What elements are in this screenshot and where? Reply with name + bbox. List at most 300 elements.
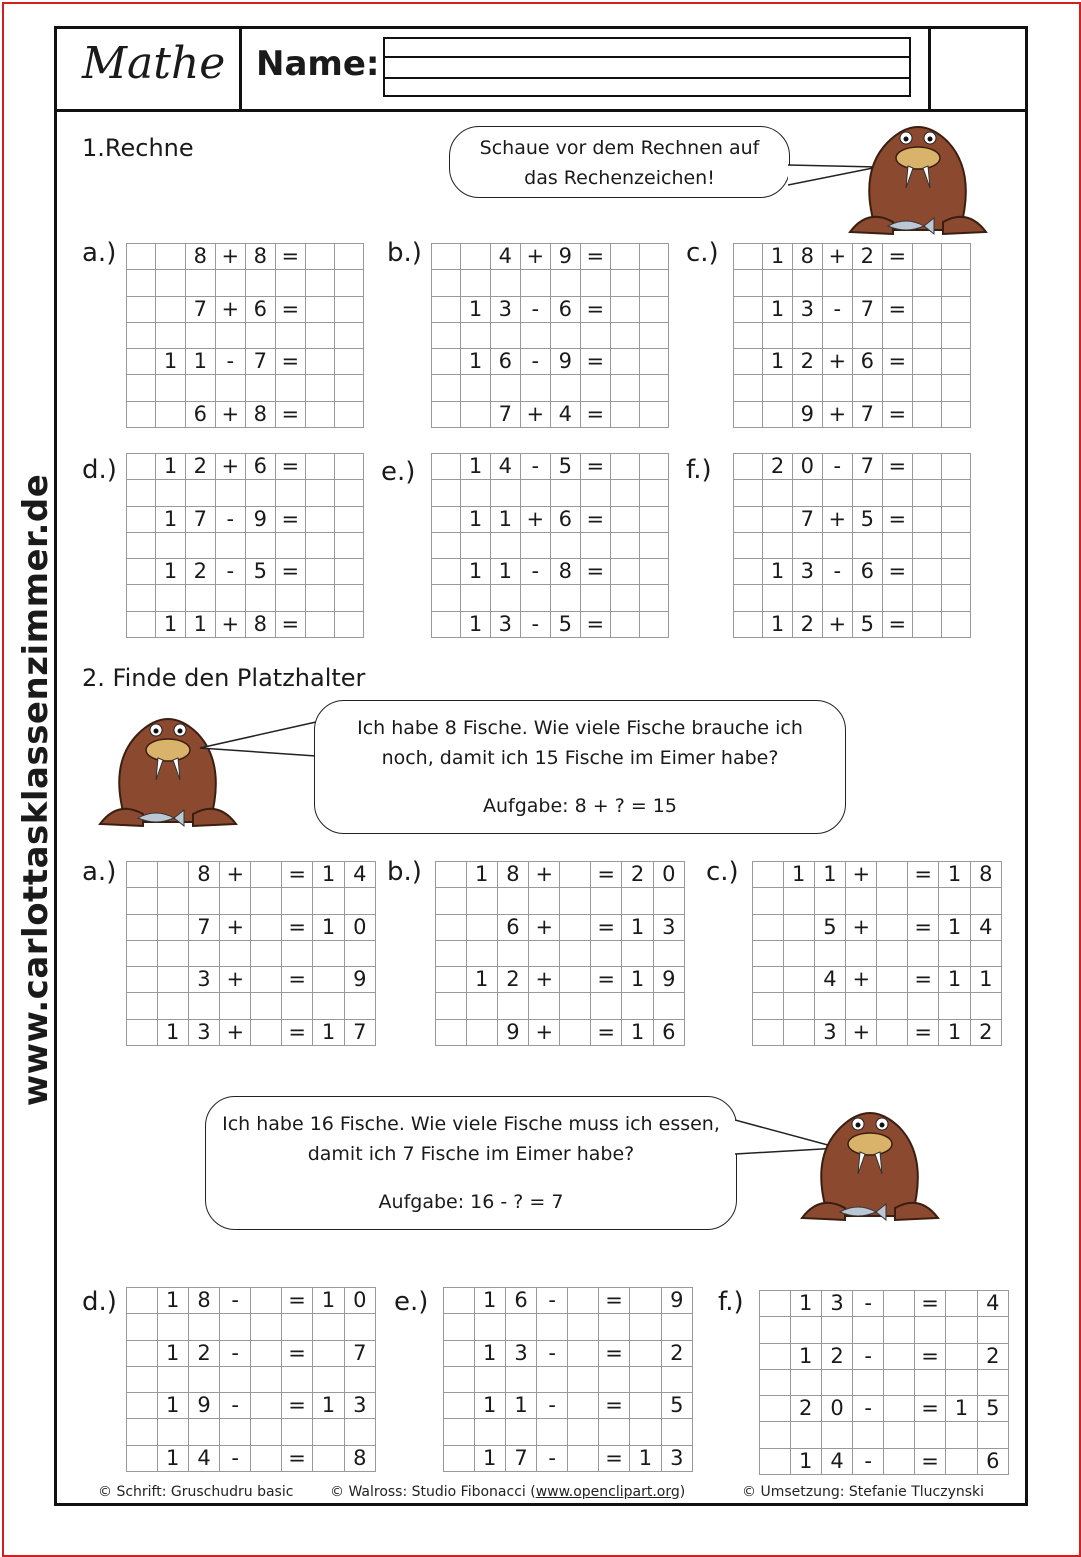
answer-cell[interactable]	[610, 401, 639, 427]
spacer-cell	[941, 375, 970, 401]
spacer-cell	[520, 270, 550, 296]
spacer-cell	[157, 993, 188, 1019]
spacer-cell	[334, 270, 363, 296]
grid-cell: 1	[313, 862, 344, 888]
answer-cell[interactable]	[639, 401, 668, 427]
spacer-cell	[760, 1369, 791, 1395]
grid-cell: 2	[188, 1340, 219, 1366]
spacer-cell	[520, 532, 550, 558]
answer-cell[interactable]	[912, 349, 941, 375]
answer-cell[interactable]	[568, 1445, 599, 1471]
answer-cell[interactable]	[783, 914, 814, 940]
answer-cell[interactable]	[560, 862, 591, 888]
grid-cell: 2	[790, 1396, 821, 1422]
grid-cell: 6	[185, 401, 215, 427]
answer-cell[interactable]	[461, 244, 491, 270]
grid-cell: -	[215, 349, 245, 375]
answer-cell[interactable]	[610, 296, 639, 322]
answer-cell[interactable]	[560, 967, 591, 993]
grid-cell: 9	[550, 349, 580, 375]
grid-cell: 3	[344, 1393, 375, 1419]
grid-cell: 5	[852, 611, 882, 637]
answer-cell[interactable]	[432, 244, 461, 270]
grid-cell: =	[882, 611, 912, 637]
answer-cell[interactable]	[432, 611, 461, 637]
spacer-cell	[497, 888, 528, 914]
grid-cell: +	[846, 967, 877, 993]
answer-cell[interactable]	[639, 454, 668, 480]
grid-cell: =	[914, 1343, 946, 1369]
spacer-cell	[185, 480, 215, 506]
answer-cell[interactable]	[251, 1445, 282, 1471]
answer-cell[interactable]	[127, 1340, 158, 1366]
answer-cell[interactable]	[734, 506, 763, 532]
answer-cell[interactable]	[313, 967, 344, 993]
answer-cell[interactable]	[639, 349, 668, 375]
grid-cell: 3	[661, 1445, 692, 1471]
answer-cell[interactable]	[466, 1019, 497, 1045]
grid-cell: =	[590, 967, 621, 993]
grid-cell: 5	[245, 559, 275, 585]
answer-cell[interactable]	[305, 559, 334, 585]
answer-cell[interactable]	[760, 1291, 791, 1317]
answer-cell[interactable]	[432, 454, 461, 480]
spacer-cell	[622, 993, 653, 1019]
answer-cell[interactable]	[912, 454, 941, 480]
answer-cell[interactable]	[251, 967, 282, 993]
answer-cell[interactable]	[313, 1445, 344, 1471]
answer-cell[interactable]	[432, 349, 461, 375]
answer-cell[interactable]	[251, 1340, 282, 1366]
grid-cell: 8	[188, 1288, 219, 1314]
spacer-cell	[639, 585, 668, 611]
grid-cell: +	[220, 862, 251, 888]
grid-cell: -	[822, 454, 852, 480]
grid-cell: 9	[653, 967, 684, 993]
answer-cell[interactable]	[877, 1019, 908, 1045]
answer-cell[interactable]	[444, 1340, 475, 1366]
name-label: Name:	[256, 44, 380, 84]
grid-cell: =	[907, 1019, 938, 1045]
answer-cell[interactable]	[436, 967, 467, 993]
grid-cell: 9	[550, 244, 580, 270]
answer-cell[interactable]	[127, 506, 156, 532]
spacer-cell	[529, 940, 560, 966]
answer-cell[interactable]	[127, 244, 156, 270]
grid-cell: 5	[550, 454, 580, 480]
grid-cell: 5	[814, 914, 845, 940]
grid-cell: 6	[852, 349, 882, 375]
answer-cell[interactable]	[734, 401, 763, 427]
grid-cell: 7	[185, 296, 215, 322]
answer-cell[interactable]	[763, 506, 793, 532]
grid-cell: 8	[344, 1445, 375, 1471]
s1-exercise-label: f.)	[686, 455, 712, 485]
answer-cell[interactable]	[783, 1019, 814, 1045]
spacer-cell	[185, 322, 215, 348]
spacer-cell	[275, 375, 305, 401]
answer-cell[interactable]	[760, 1343, 791, 1369]
answer-cell[interactable]	[912, 296, 941, 322]
grid-cell: 3	[792, 559, 822, 585]
answer-cell[interactable]	[610, 559, 639, 585]
answer-cell[interactable]	[753, 914, 784, 940]
answer-cell[interactable]	[432, 296, 461, 322]
answer-cell[interactable]	[432, 559, 461, 585]
spacer-cell	[188, 993, 219, 1019]
spacer-cell	[436, 888, 467, 914]
answer-cell[interactable]	[305, 611, 334, 637]
grid-cell: 7	[792, 506, 822, 532]
answer-cell[interactable]	[912, 401, 941, 427]
answer-cell[interactable]	[734, 559, 763, 585]
answer-cell[interactable]	[630, 1288, 661, 1314]
answer-cell[interactable]	[568, 1288, 599, 1314]
grid-cell: 1	[157, 1340, 188, 1366]
grid-cell: 7	[185, 506, 215, 532]
grid-cell: 7	[852, 296, 882, 322]
grid-cell: 6	[505, 1288, 536, 1314]
answer-cell[interactable]	[912, 559, 941, 585]
answer-cell[interactable]	[941, 401, 970, 427]
grid-cell: -	[853, 1343, 884, 1369]
answer-cell[interactable]	[753, 967, 784, 993]
spacer-cell	[334, 375, 363, 401]
spacer-cell	[882, 322, 912, 348]
answer-cell[interactable]	[760, 1396, 791, 1422]
answer-cell[interactable]	[251, 862, 282, 888]
spacer-cell	[661, 1419, 692, 1445]
answer-cell[interactable]	[432, 401, 461, 427]
grid-cell: 1	[474, 1340, 505, 1366]
grid-cell: 1	[763, 559, 793, 585]
grid-cell: 2	[821, 1343, 852, 1369]
spacer-cell	[568, 1314, 599, 1340]
answer-cell[interactable]	[568, 1340, 599, 1366]
footer-author-credit: © Umsetzung: Stefanie Tluczynski	[742, 1484, 985, 1500]
answer-cell[interactable]	[639, 244, 668, 270]
spacer-cell	[127, 270, 156, 296]
grid-cell: 0	[653, 862, 684, 888]
grid-cell: 9	[344, 967, 375, 993]
grid-cell: =	[580, 454, 610, 480]
grid-cell: 1	[763, 349, 793, 375]
spacer-cell	[215, 480, 245, 506]
grid-cell: -	[537, 1340, 568, 1366]
spacer-cell	[432, 480, 461, 506]
grid-cell: 4	[490, 244, 520, 270]
speech-bubble-task-1: Ich habe 8 Fische. Wie viele Fische brauche ich noch, damit ich 15 Fische im Eimer habe? Aufgabe: 8 + ? = 15	[314, 700, 846, 834]
answer-cell[interactable]	[946, 1448, 977, 1474]
answer-cell[interactable]	[610, 244, 639, 270]
answer-cell[interactable]	[334, 611, 363, 637]
spacer-cell	[763, 322, 793, 348]
spacer-cell	[490, 480, 520, 506]
spacer-cell	[432, 270, 461, 296]
answer-cell[interactable]	[334, 296, 363, 322]
answer-cell[interactable]	[877, 914, 908, 940]
answer-cell[interactable]	[156, 244, 186, 270]
answer-cell[interactable]	[877, 967, 908, 993]
answer-cell[interactable]	[334, 349, 363, 375]
grid-cell: 1	[466, 967, 497, 993]
answer-cell[interactable]	[157, 914, 188, 940]
answer-cell[interactable]	[884, 1396, 915, 1422]
answer-cell[interactable]	[305, 296, 334, 322]
footer-walrus-credit: © Walross: Studio Fibonacci (www.openclipart.org)	[330, 1484, 686, 1500]
answer-cell[interactable]	[334, 454, 363, 480]
grid-cell: 1	[313, 1288, 344, 1314]
spacer-cell	[882, 532, 912, 558]
name-field[interactable]	[383, 37, 911, 97]
grid-cell: 1	[474, 1288, 505, 1314]
grid-cell: +	[822, 244, 852, 270]
answer-cell[interactable]	[127, 1288, 158, 1314]
grid-cell: 1	[156, 454, 186, 480]
spacer-cell	[220, 940, 251, 966]
answer-cell[interactable]	[127, 454, 156, 480]
answer-cell[interactable]	[466, 914, 497, 940]
spacer-cell	[432, 585, 461, 611]
spacer-cell	[790, 1369, 821, 1395]
answer-cell[interactable]	[734, 244, 763, 270]
spacer-cell	[245, 585, 275, 611]
answer-cell[interactable]	[610, 349, 639, 375]
answer-cell[interactable]	[639, 506, 668, 532]
answer-cell[interactable]	[127, 1393, 158, 1419]
spacer-cell	[639, 322, 668, 348]
answer-cell[interactable]	[734, 296, 763, 322]
spacer-cell	[560, 888, 591, 914]
answer-cell[interactable]	[941, 296, 970, 322]
answer-cell[interactable]	[127, 1445, 158, 1471]
grid-cell: 7	[490, 401, 520, 427]
spacer-cell	[344, 993, 375, 1019]
answer-cell[interactable]	[157, 862, 188, 888]
spacer-cell	[520, 322, 550, 348]
spacer-cell	[822, 532, 852, 558]
answer-cell[interactable]	[127, 611, 156, 637]
spacer-cell	[432, 375, 461, 401]
section2-title: 2. Finde den Platzhalter	[82, 664, 366, 692]
answer-cell[interactable]	[753, 1019, 784, 1045]
spacer-cell	[852, 375, 882, 401]
answer-cell[interactable]	[941, 454, 970, 480]
answer-cell[interactable]	[941, 611, 970, 637]
spacer-cell	[550, 375, 580, 401]
answer-cell[interactable]	[912, 244, 941, 270]
spacer-cell	[610, 480, 639, 506]
s1-exercise-grid	[126, 453, 364, 638]
grid-cell: 4	[550, 401, 580, 427]
answer-cell[interactable]	[630, 1393, 661, 1419]
spacer-cell	[185, 270, 215, 296]
spacer-cell	[550, 585, 580, 611]
answer-cell[interactable]	[127, 401, 156, 427]
answer-cell[interactable]	[734, 454, 763, 480]
answer-cell[interactable]	[251, 914, 282, 940]
spacer-cell	[846, 993, 877, 1019]
spacer-cell	[305, 585, 334, 611]
answer-cell[interactable]	[610, 611, 639, 637]
spacer-cell	[941, 322, 970, 348]
grid-cell: 1	[461, 506, 491, 532]
answer-cell[interactable]	[127, 296, 156, 322]
answer-cell[interactable]	[305, 454, 334, 480]
spacer-cell	[251, 1366, 282, 1392]
answer-cell[interactable]	[946, 1343, 977, 1369]
grid-cell: =	[914, 1291, 946, 1317]
spacer-cell	[251, 940, 282, 966]
answer-cell[interactable]	[305, 506, 334, 532]
answer-cell[interactable]	[941, 349, 970, 375]
answer-cell[interactable]	[941, 244, 970, 270]
answer-cell[interactable]	[251, 1393, 282, 1419]
answer-cell[interactable]	[251, 1288, 282, 1314]
answer-cell[interactable]	[305, 244, 334, 270]
answer-cell[interactable]	[127, 967, 158, 993]
answer-cell[interactable]	[436, 914, 467, 940]
answer-cell[interactable]	[560, 1019, 591, 1045]
answer-cell[interactable]	[334, 244, 363, 270]
spacer-cell	[884, 1317, 915, 1343]
spacer-cell	[281, 940, 312, 966]
speech-bubble-hint: Schaue vor dem Rechnen auf das Rechenzeichen!	[449, 126, 790, 198]
grid-cell: 0	[821, 1396, 852, 1422]
grid-cell: =	[598, 1393, 630, 1419]
answer-cell[interactable]	[436, 1019, 467, 1045]
answer-cell[interactable]	[877, 862, 908, 888]
answer-cell[interactable]	[912, 506, 941, 532]
answer-cell[interactable]	[334, 559, 363, 585]
answer-cell[interactable]	[156, 401, 186, 427]
answer-cell[interactable]	[946, 1291, 977, 1317]
answer-cell[interactable]	[639, 611, 668, 637]
grid-cell: =	[580, 296, 610, 322]
answer-cell[interactable]	[763, 401, 793, 427]
answer-cell[interactable]	[734, 611, 763, 637]
answer-cell[interactable]	[630, 1340, 661, 1366]
spacer-cell	[461, 585, 491, 611]
grid-cell: 3	[814, 1019, 845, 1045]
answer-cell[interactable]	[127, 559, 156, 585]
answer-cell[interactable]	[444, 1445, 475, 1471]
spacer-cell	[127, 888, 158, 914]
answer-cell[interactable]	[884, 1448, 915, 1474]
grid-cell: 8	[970, 862, 1001, 888]
answer-cell[interactable]	[610, 506, 639, 532]
spacer-cell	[622, 888, 653, 914]
answer-cell[interactable]	[313, 1340, 344, 1366]
spacer-cell	[760, 1317, 791, 1343]
spacer-cell	[188, 940, 219, 966]
spacer-cell	[914, 1369, 946, 1395]
answer-cell[interactable]	[305, 349, 334, 375]
spacer-cell	[127, 993, 158, 1019]
answer-cell[interactable]	[334, 401, 363, 427]
grid-cell: =	[590, 914, 621, 940]
grid-cell: +	[529, 967, 560, 993]
answer-cell[interactable]	[127, 862, 158, 888]
answer-cell[interactable]	[127, 349, 156, 375]
answer-cell[interactable]	[157, 967, 188, 993]
answer-cell[interactable]	[560, 914, 591, 940]
answer-cell[interactable]	[436, 862, 467, 888]
spacer-cell	[157, 1314, 188, 1340]
grid-cell: 1	[622, 1019, 653, 1045]
spacer-cell	[907, 940, 938, 966]
answer-cell[interactable]	[783, 967, 814, 993]
grid-cell: 3	[653, 914, 684, 940]
grid-cell: 1	[313, 914, 344, 940]
answer-cell[interactable]	[610, 454, 639, 480]
answer-cell[interactable]	[251, 1019, 282, 1045]
answer-cell[interactable]	[639, 296, 668, 322]
spacer-cell	[852, 322, 882, 348]
spacer-cell	[590, 993, 621, 1019]
answer-cell[interactable]	[127, 914, 158, 940]
spacer-cell	[313, 1366, 344, 1392]
answer-cell[interactable]	[884, 1343, 915, 1369]
spacer-cell	[877, 940, 908, 966]
grid-cell: 1	[622, 914, 653, 940]
answer-cell[interactable]	[444, 1288, 475, 1314]
answer-cell[interactable]	[941, 506, 970, 532]
answer-cell[interactable]	[941, 559, 970, 585]
answer-cell[interactable]	[568, 1393, 599, 1419]
grid-cell: =	[882, 244, 912, 270]
answer-cell[interactable]	[760, 1448, 791, 1474]
answer-cell[interactable]	[432, 506, 461, 532]
grid-cell: 1	[474, 1445, 505, 1471]
spacer-cell	[432, 322, 461, 348]
spacer-cell	[970, 940, 1001, 966]
grid-cell: -	[215, 559, 245, 585]
openclipart-link[interactable]: www.openclipart.org	[535, 1484, 680, 1500]
grid-cell: +	[822, 611, 852, 637]
spacer-cell	[734, 270, 763, 296]
grid-cell: 1	[763, 244, 793, 270]
answer-cell[interactable]	[334, 506, 363, 532]
spacer-cell	[568, 1419, 599, 1445]
spacer-cell	[792, 375, 822, 401]
grid-cell: 1	[946, 1396, 977, 1422]
answer-cell[interactable]	[912, 611, 941, 637]
answer-cell[interactable]	[444, 1393, 475, 1419]
spacer-cell	[941, 270, 970, 296]
answer-cell[interactable]	[305, 401, 334, 427]
grid-cell: 1	[313, 1019, 344, 1045]
spacer-cell	[753, 993, 784, 1019]
spacer-cell	[444, 1419, 475, 1445]
grid-cell: 2	[970, 1019, 1001, 1045]
grid-cell: 2	[661, 1340, 692, 1366]
spacer-cell	[520, 375, 550, 401]
s1-exercise-label: c.)	[686, 238, 719, 268]
answer-cell[interactable]	[734, 349, 763, 375]
answer-cell[interactable]	[156, 296, 186, 322]
answer-cell[interactable]	[884, 1291, 915, 1317]
grid-cell: =	[281, 1393, 313, 1419]
grid-cell: 7	[188, 914, 219, 940]
spacer-cell	[852, 480, 882, 506]
answer-cell[interactable]	[753, 862, 784, 888]
answer-cell[interactable]	[639, 559, 668, 585]
grid-cell: +	[215, 611, 245, 637]
answer-cell[interactable]	[461, 401, 491, 427]
answer-cell[interactable]	[127, 1019, 158, 1045]
spacer-cell	[188, 1314, 219, 1340]
